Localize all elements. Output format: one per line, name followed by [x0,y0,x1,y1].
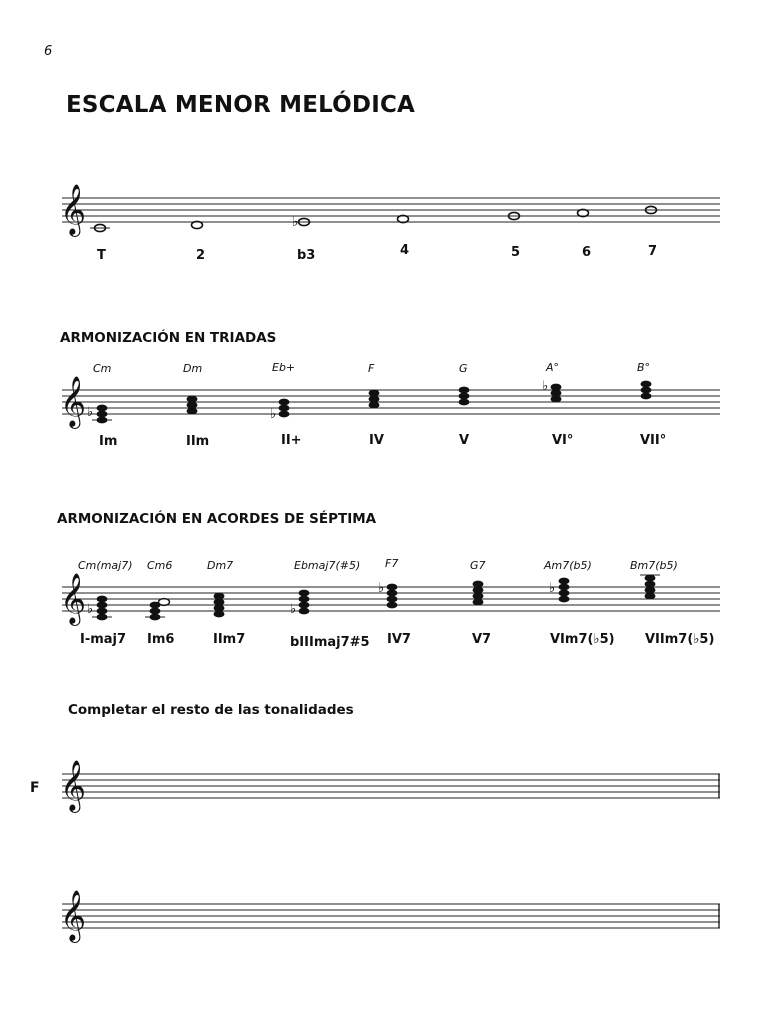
triad-degree: Im [99,434,118,449]
flat-icon: ♭ [549,581,556,596]
chord-symbol: Eb+ [272,361,296,374]
scale-degree: 5 [511,245,521,260]
exercise-staff-f [60,760,720,813]
flat-icon: ♭ [87,602,94,617]
treble-clef-icon: 𝄞 [60,184,87,235]
seventh-degree: VIm7(♭5) [550,632,615,647]
exercise-instruction: Completar el resto de las tonalidades [68,702,354,718]
flat-icon: ♭ [290,602,297,617]
triad-degree: VII° [640,433,667,448]
flat-icon: ♭ [87,405,94,420]
chord-symbol: Cm(maj7) [78,559,133,572]
exercise-staff-empty [60,890,720,943]
chord-symbol: Am7(b5) [544,559,592,572]
chord-symbol: G7 [470,559,486,572]
triad-degree: II+ [281,433,302,448]
treble-clef-icon: 𝄞 [60,573,87,624]
triad-degree: IIm [186,434,210,449]
chord-symbol: Bm7(b5) [630,559,678,572]
seventh-degree: IV7 [387,632,411,647]
flat-icon: ♭ [542,379,549,394]
key-label-f: F [30,780,40,796]
scale-degree: b3 [297,248,316,263]
chord-symbol: Cm [93,362,112,375]
chord-symbol: Dm [183,362,203,375]
seventh-degree: IIm7 [213,632,246,647]
triads-staff [60,361,720,449]
seventh-degree: Im6 [147,632,175,647]
scale-degree: T [97,248,106,263]
triad-degree: VI° [552,433,574,448]
flat-icon: ♭ [378,581,385,596]
treble-clef-icon: 𝄞 [60,760,87,811]
triads-heading: ARMONIZACIÓN EN TRIADAS [60,330,277,346]
page-number: 6 [44,44,53,59]
chord-symbol: F7 [385,557,399,570]
seventh-degree: VIIm7(♭5) [645,632,715,647]
sevenths-heading: ARMONIZACIÓN EN ACORDES DE SÉPTIMA [57,511,377,527]
chord-symbol: Dm7 [207,559,234,572]
chord-symbol: B° [637,361,651,374]
chord-symbol: A° [546,361,560,374]
scale-degree: 7 [648,244,658,259]
treble-clef-icon: 𝄞 [60,890,87,941]
scale-degree: 2 [196,248,206,263]
flat-icon: ♭ [292,214,299,230]
chord-symbol: G [459,362,468,375]
page-title: ESCALA MENOR MELÓDICA [66,92,416,118]
scale-degree: 4 [400,243,410,258]
sevenths-staff [60,557,720,650]
seventh-degree: I-maj7 [80,632,127,647]
treble-clef-icon: 𝄞 [60,376,87,427]
scale-degree: 6 [582,245,592,260]
scale-staff [60,184,720,263]
seventh-degree: V7 [472,632,492,647]
chord-symbol: Cm6 [147,559,173,572]
chord-symbol: Ebmaj7(#5) [294,559,361,572]
triad-degree: V [459,433,470,448]
chord-symbol: F [368,362,375,375]
triad-degree: IV [369,433,384,448]
seventh-degree: bIIImaj7#5 [290,635,370,650]
flat-icon: ♭ [270,407,277,422]
